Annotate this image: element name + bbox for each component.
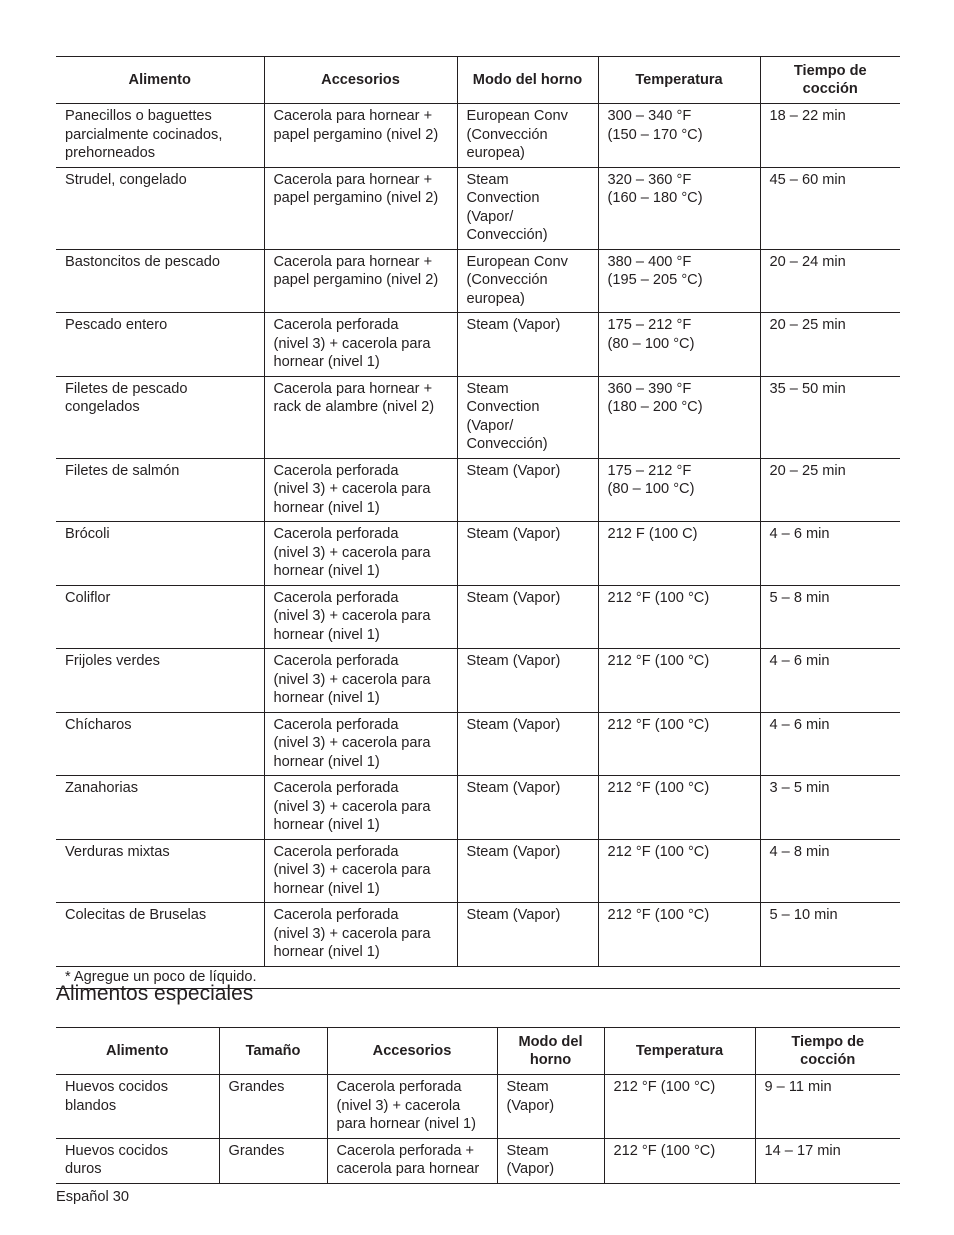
table-cell: Grandes <box>219 1075 327 1139</box>
table-cell: Steam (Vapor) <box>497 1138 604 1183</box>
table-cell: 5 – 8 min <box>760 585 900 649</box>
column-header: Tiempo de cocción <box>760 57 900 104</box>
table-cell: Cacerola perforada (nivel 3) + cacerola para hornear (nivel 1) <box>264 903 457 967</box>
table-cell: 212 °F (100 °C) <box>604 1075 755 1139</box>
table-cell: Steam (Vapor) <box>457 903 598 967</box>
table-cell: European Conv (Convección europea) <box>457 249 598 313</box>
table-cell: Filetes de salmón <box>56 458 264 522</box>
table-cell: 380 – 400 °F (195 – 205 °C) <box>598 249 760 313</box>
column-header: Accesorios <box>264 57 457 104</box>
table-cell: 14 – 17 min <box>755 1138 900 1183</box>
column-header: Alimento <box>56 1028 219 1075</box>
table-cell: 9 – 11 min <box>755 1075 900 1139</box>
table-cell: 212 °F (100 °C) <box>598 839 760 903</box>
table-cell: Steam (Vapor) <box>457 839 598 903</box>
table-cell: 320 – 360 °F (160 – 180 °C) <box>598 167 760 249</box>
table-cell: Bastoncitos de pescado <box>56 249 264 313</box>
table-cell: Steam (Vapor) <box>457 522 598 586</box>
table-cell: Cacerola perforada (nivel 3) + cacerola para hornear (nivel 1) <box>264 712 457 776</box>
table-cell: 35 – 50 min <box>760 376 900 458</box>
table-cell: 20 – 24 min <box>760 249 900 313</box>
table-cell: 212 °F (100 °C) <box>598 776 760 840</box>
table-row <box>56 649 900 713</box>
table-row <box>56 1075 900 1139</box>
table-cell: 18 – 22 min <box>760 104 900 168</box>
table-cell: 212 F (100 C) <box>598 522 760 586</box>
table-cell: Strudel, congelado <box>56 167 264 249</box>
table-cell: Pescado entero <box>56 313 264 377</box>
table-row <box>56 776 900 840</box>
table-cell: Cacerola perforada + cacerola para hornear <box>327 1138 497 1183</box>
table-row <box>56 712 900 776</box>
table-row <box>56 313 900 377</box>
table-cell: Cacerola perforada (nivel 3) + cacerola para hornear (nivel 1) <box>327 1075 497 1139</box>
section-title: Alimentos especiales <box>56 982 254 1005</box>
table-cell: Huevos cocidos blandos <box>56 1075 219 1139</box>
table-row <box>56 104 900 168</box>
column-header: Modo del horno <box>457 57 598 104</box>
table-cell: 45 – 60 min <box>760 167 900 249</box>
table-cell: Huevos cocidos duros <box>56 1138 219 1183</box>
table-cell: Panecillos o baguettes parcialmente cocinados, prehorneados <box>56 104 264 168</box>
table-row <box>56 522 900 586</box>
table-row <box>56 249 900 313</box>
column-header: Temperatura <box>598 57 760 104</box>
table-cell: 175 – 212 °F (80 – 100 °C) <box>598 313 760 377</box>
table-cell: 5 – 10 min <box>760 903 900 967</box>
special-foods-table <box>56 1027 900 1184</box>
table-cell: 212 °F (100 °C) <box>598 649 760 713</box>
table-cell: Colecitas de Bruselas <box>56 903 264 967</box>
table-cell: Steam (Vapor) <box>457 313 598 377</box>
table-cell: Cacerola para hornear + rack de alambre (nivel 2) <box>264 376 457 458</box>
table-cell: 20 – 25 min <box>760 313 900 377</box>
column-header: Tiempo de cocción <box>755 1028 900 1075</box>
table-cell: 300 – 340 °F (150 – 170 °C) <box>598 104 760 168</box>
table-cell: 212 °F (100 °C) <box>598 585 760 649</box>
column-header: Temperatura <box>604 1028 755 1075</box>
table-header-row <box>56 57 900 104</box>
table-cell: 3 – 5 min <box>760 776 900 840</box>
table-cell: Steam Convection (Vapor/ Convección) <box>457 376 598 458</box>
table-cell: Cacerola perforada (nivel 3) + cacerola para hornear (nivel 1) <box>264 313 457 377</box>
table-cell: Cacerola perforada (nivel 3) + cacerola para hornear (nivel 1) <box>264 522 457 586</box>
table-cell: Verduras mixtas <box>56 839 264 903</box>
column-header: Alimento <box>56 57 264 104</box>
table-cell: 360 – 390 °F (180 – 200 °C) <box>598 376 760 458</box>
table-cell: Cacerola para hornear + papel pergamino (nivel 2) <box>264 249 457 313</box>
table-cell: Cacerola para hornear + papel pergamino (nivel 2) <box>264 167 457 249</box>
table-cell: 175 – 212 °F (80 – 100 °C) <box>598 458 760 522</box>
table-cell: 212 °F (100 °C) <box>604 1138 755 1183</box>
table-row <box>56 585 900 649</box>
cooking-table <box>56 56 900 989</box>
table-cell: Chícharos <box>56 712 264 776</box>
table-cell: 4 – 6 min <box>760 649 900 713</box>
table-cell: Steam (Vapor) <box>457 458 598 522</box>
page-footer: Español 30 <box>56 1189 130 1205</box>
table-cell: Grandes <box>219 1138 327 1183</box>
table-row <box>56 1138 900 1183</box>
table-row <box>56 458 900 522</box>
table-cell: Cacerola perforada (nivel 3) + cacerola para hornear (nivel 1) <box>264 776 457 840</box>
table-cell: Brócoli <box>56 522 264 586</box>
table-cell: Steam (Vapor) <box>497 1075 604 1139</box>
table-cell: Frijoles verdes <box>56 649 264 713</box>
table-cell: 20 – 25 min <box>760 458 900 522</box>
table-cell: Steam (Vapor) <box>457 585 598 649</box>
table-cell: Zanahorias <box>56 776 264 840</box>
table-cell: Steam (Vapor) <box>457 649 598 713</box>
table-cell: 4 – 8 min <box>760 839 900 903</box>
table-row <box>56 167 900 249</box>
table-cell: European Conv (Convección europea) <box>457 104 598 168</box>
table-cell: Steam Convection (Vapor/ Convección) <box>457 167 598 249</box>
table-cell: Filetes de pescado congelados <box>56 376 264 458</box>
table-cell: 4 – 6 min <box>760 712 900 776</box>
table-cell: Steam (Vapor) <box>457 776 598 840</box>
table-row <box>56 839 900 903</box>
column-header: Tamaño <box>219 1028 327 1075</box>
table-cell: Cacerola para hornear + papel pergamino (nivel 2) <box>264 104 457 168</box>
table-cell: Cacerola perforada (nivel 3) + cacerola para hornear (nivel 1) <box>264 649 457 713</box>
table-cell: Cacerola perforada (nivel 3) + cacerola para hornear (nivel 1) <box>264 458 457 522</box>
table-cell: Cacerola perforada (nivel 3) + cacerola para hornear (nivel 1) <box>264 839 457 903</box>
table-row <box>56 903 900 967</box>
column-header: Modo del horno <box>497 1028 604 1075</box>
table-cell: 4 – 6 min <box>760 522 900 586</box>
table-cell: Coliflor <box>56 585 264 649</box>
table-cell: Cacerola perforada (nivel 3) + cacerola para hornear (nivel 1) <box>264 585 457 649</box>
table-cell: Steam (Vapor) <box>457 712 598 776</box>
table-header-row <box>56 1028 900 1075</box>
table-footnote: * Agregue un poco de líquido. <box>56 966 900 989</box>
table-cell: 212 °F (100 °C) <box>598 712 760 776</box>
column-header: Accesorios <box>327 1028 497 1075</box>
table-row <box>56 376 900 458</box>
table-cell: 212 °F (100 °C) <box>598 903 760 967</box>
